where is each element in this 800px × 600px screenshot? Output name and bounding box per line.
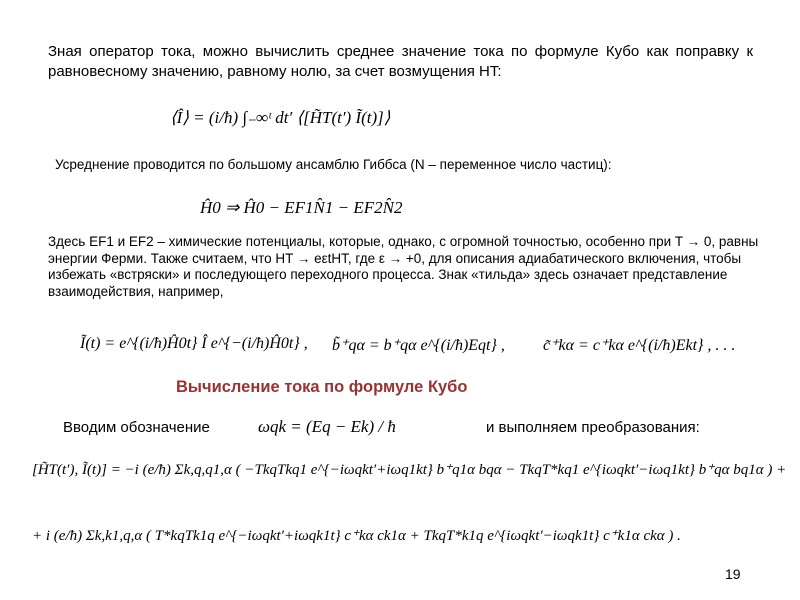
section-heading: Вычисление тока по формуле Кубо	[176, 378, 468, 396]
hamiltonian-equation: Ĥ0 ⇒ Ĥ0 − EF1N̂1 − EF2N̂2	[200, 198, 403, 217]
tilde-c-equation: c̃⁺kα = c⁺kα e^{(i/ħ)Ekt} , . . .	[543, 337, 736, 354]
notation-intro: Вводим обозначение	[63, 419, 210, 436]
intro-paragraph: Зная оператор тока, можно вычислить среднее значение тока по формуле Кубо как поправку к равновесному значению, равному нолю, за счет возмущения HT:	[48, 43, 753, 80]
commutator-equation-line1: [H̃T(t′), Ĩ(t)] = −i (e/ħ) Σk,q,q1,α ( −TkqTkq1 e^{−iωqkt′+iωq1kt} b⁺q1α bqα − TkqT*kq1 e^{iωqkt′−iωq1kt} b⁺qα bq1α ) +	[32, 462, 787, 478]
tilde-current-equation: Ĩ(t) = e^{(i/ħ)Ĥ0t} Î e^{−(i/ħ)Ĥ0t} ,	[80, 335, 308, 352]
kubo-formula: ⟨Î⟩ = (i/ħ) ∫₋∞ᵗ dt′ ⟨[H̃T(t′) Ĩ(t)]⟩	[170, 108, 391, 127]
explanation-paragraph: Здесь EF1 и EF2 – химические потенциалы, которые, однако, с огромной точностью, особенно при T → 0, равны энергии Ферми. Также считаем, что HT → eεtHT, где ε → +0, для описания адиабатического включения, чтобы избежать «встряски» и последующего переходного процесса. Знак «тильда» здесь означает представление взаимодействия, например,	[48, 234, 759, 299]
page-number: 19	[725, 566, 741, 582]
averaging-paragraph: Усреднение проводится по большому ансамблю Гиббса (N – переменное число частиц):	[55, 157, 612, 172]
omega-definition: ωqk = (Eq − Ek) / ħ	[258, 417, 396, 436]
notation-tail: и выполняем преобразования:	[486, 419, 700, 436]
commutator-equation-line2: + i (e/ħ) Σk,k1,q,α ( T*kqTk1q e^{−iωqkt′+iωqk1t} c⁺kα ck1α + TkqT*k1q e^{iωqkt′−iωqk1t} c⁺k1α ckα ) .	[32, 528, 681, 544]
tilde-b-equation: b̃⁺qα = b⁺qα e^{(i/ħ)Eqt} ,	[332, 337, 505, 354]
